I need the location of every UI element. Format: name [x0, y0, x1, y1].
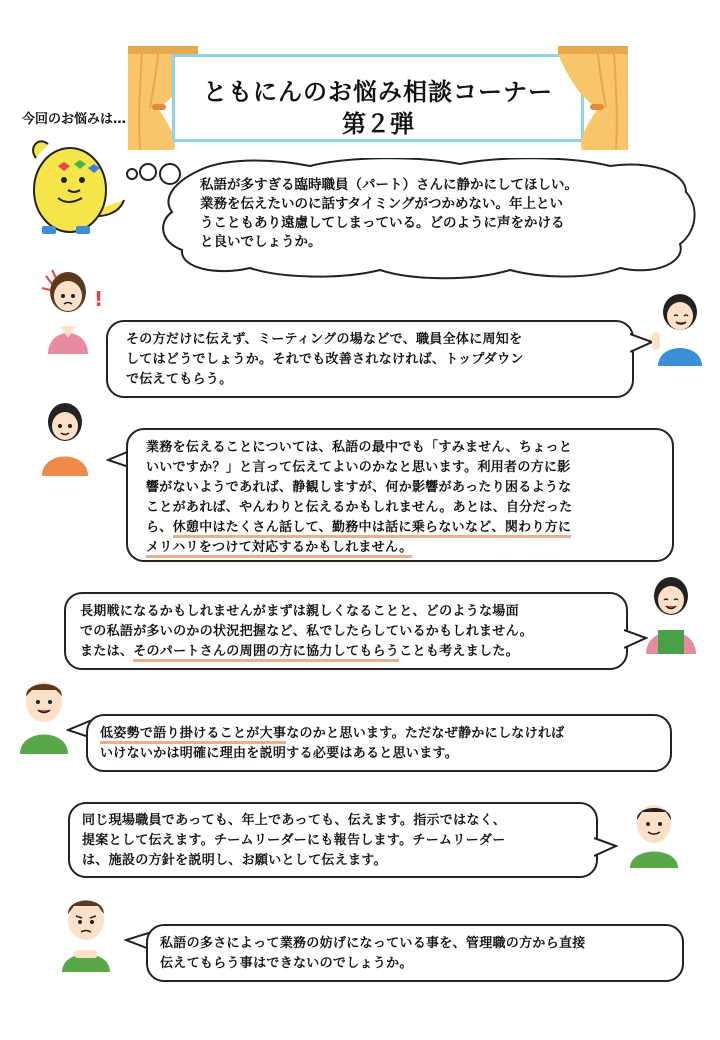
answer-3-line: または、そのパートさんの周囲の方に協力してもらうことも考えました。	[80, 642, 612, 662]
answer-2-line: いいですか？」と言って伝えてよいのかなと思います。利用者の方に影	[146, 460, 571, 475]
worried-woman-icon	[38, 266, 108, 356]
svg-text:!: !	[94, 287, 104, 311]
answer-2-line: ことがあれば、やんわりと伝えるかもしれません。あとは、自分だった	[146, 500, 573, 515]
pointing-woman-icon	[646, 290, 712, 366]
staff-woman-icon	[642, 574, 700, 654]
answer-1-line: で伝えてもらう。	[126, 372, 233, 387]
question-thought-bubble	[120, 158, 700, 282]
answer-2-line	[146, 538, 654, 558]
calm-man-icon	[626, 800, 682, 868]
answer-1-line: してはどうでしょうか。それでも改善されなければ、トップダウン	[126, 352, 524, 367]
answer-5-line: 同じ現場職員であっても、年上であっても、伝えます。指示ではなく、	[82, 813, 507, 828]
answer-3-line: での私語が多いのかの状況把握など、私でしたらしているかもしれません。	[80, 624, 533, 639]
answer-2-line: 業務を伝えることについては、私語の最中でも「すみません、ちょっと	[146, 440, 573, 455]
answer-5-line: は、施設の方針を説明し、お願いとして伝えます。	[82, 853, 387, 868]
answer-5-line: 提案として伝えます。チームリーダーにも報告します。チームリーダー	[82, 833, 506, 848]
answer-4-line: いけないかは明確に理由を説明する必要はあると思います。	[100, 746, 459, 761]
page-title: ともにんのお悩み相談コーナー	[203, 78, 553, 106]
highlight-underline: メリハリをつけて対応するかもしれません。	[146, 540, 412, 558]
smiling-man-icon	[16, 676, 72, 754]
answer-2-line: 響がないようであれば、静観しますが、何か影響があったり困るような	[146, 480, 572, 495]
answer-6-line: 伝えてもらう事はできないのでしょうか。	[160, 956, 413, 971]
answer-4-line: 低姿勢で語り掛けることが大事なのかと思います。ただなぜ静かにしなければ	[100, 724, 658, 744]
answer-1-line: その方だけに伝えず、ミーティングの場などで、職員全体に周知を	[126, 332, 523, 347]
answer-bubble-4	[86, 714, 672, 772]
intro-label: 今回のお悩みは…	[22, 112, 127, 127]
question-text: 私語が多すぎる臨時職員（パート）さんに静かにしてほしい。 業務を伝えたいのに話すタイミングがつかめない。年上とい うこともあり遠慮してしまっている。どのように声をかける と良いでしょうか。	[200, 177, 578, 250]
answer-2-line: ら、休憩中はたくさん話して、勤務中は話に乗らないなど、関わり方に	[146, 518, 654, 538]
curtain-right-icon	[558, 46, 628, 150]
highlight-underline: 休憩中はたくさん話して、勤務中は話に乗らないなど、関わり方に	[173, 520, 572, 538]
answer-3-line: 長期戦になるかもしれませんがまずは親しくなることと、どのような場面	[80, 604, 519, 619]
answer-bubble-1	[106, 320, 634, 398]
speaking-woman-icon	[36, 400, 94, 476]
thinking-man-icon	[58, 892, 114, 972]
answer-bubble-3	[64, 592, 628, 670]
answer-bubble-5	[68, 802, 598, 878]
highlight-underline: そのパートさんの周囲の方に協力してもらう	[133, 644, 399, 662]
bubble-tail	[594, 836, 618, 860]
answer-6-line: 私語の多さによって業務の妨げになっている事を、管理職の方から直接	[160, 936, 586, 951]
page-subtitle: 第２弾	[342, 110, 414, 138]
answer-bubble-6	[146, 924, 684, 982]
mascot-icon	[24, 128, 128, 238]
highlight-underline: 低姿勢で語り掛けることが大事	[100, 726, 286, 744]
answer-bubble-2	[126, 428, 674, 562]
title-banner	[128, 46, 628, 150]
